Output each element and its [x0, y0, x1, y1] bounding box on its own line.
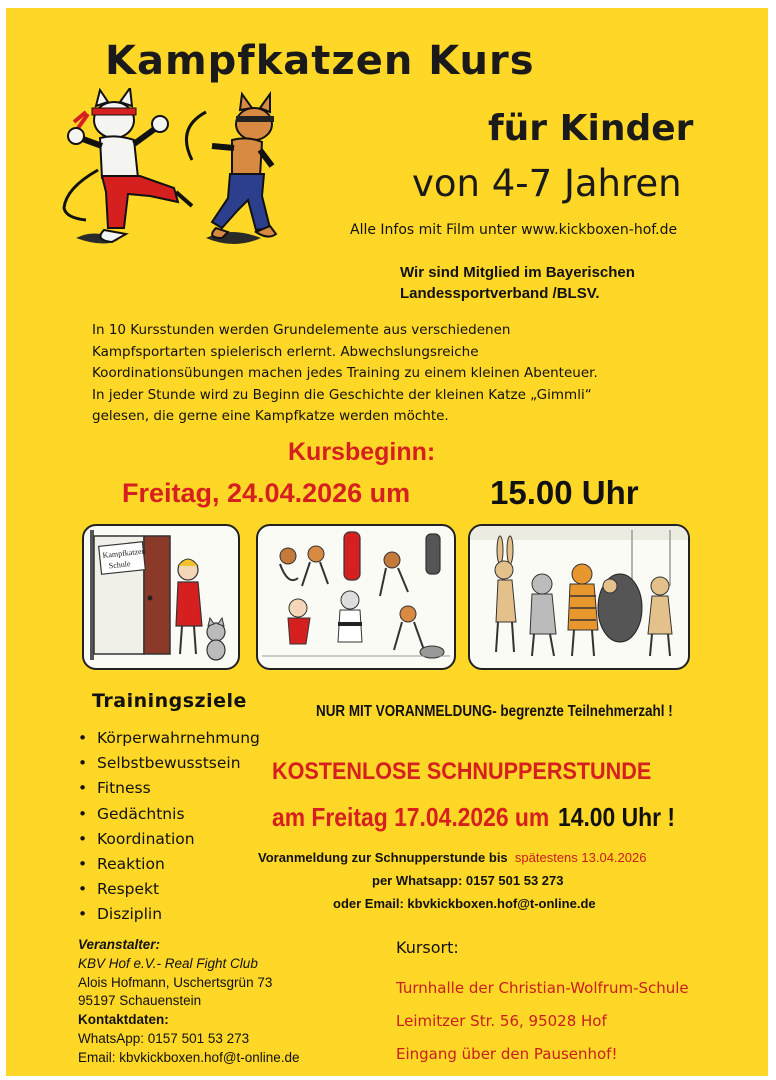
description-line: gelesen, die gerne eine Kampfkatze werden möchte. — [92, 408, 449, 424]
location-info — [396, 972, 689, 1071]
info-website: Alle Infos mit Film unter www.kickboxen-hof.de — [350, 222, 678, 238]
course-description — [92, 320, 712, 428]
subtitle-audience: für Kinder — [488, 108, 694, 149]
trial-time: 14.00 Uhr ! — [558, 802, 675, 832]
organizer-label: Veranstalter: — [78, 937, 161, 952]
course-start-date: Freitag, 24.04.2026 um — [122, 478, 411, 508]
training-goals-title: Trainingsziele — [92, 690, 247, 712]
list-item: • Fitness — [78, 779, 151, 798]
organizer-address-2: 95197 Schauenstein — [78, 993, 202, 1009]
location-line-3: Eingang über den Pausenhof! — [396, 1045, 618, 1063]
illustration-animal-group — [468, 524, 690, 670]
trial-whatsapp: per Whatsapp: 0157 501 53 273 — [372, 873, 564, 888]
sign-text-2: Schule — [108, 559, 131, 571]
course-start-label: Kursbeginn: — [288, 438, 436, 466]
trial-headline: KOSTENLOSE SCHNUPPERSTUNDE — [272, 758, 652, 785]
organizer-info — [78, 936, 300, 1068]
contact-label: Kontaktdaten: — [78, 1012, 169, 1028]
location-label: Kursort: — [396, 938, 459, 957]
list-item: • Gedächtnis — [78, 804, 185, 823]
illustration-gym-scene — [256, 524, 456, 670]
course-start-time: 15.00 Uhr — [490, 474, 639, 511]
white-cat-figure — [64, 88, 192, 242]
deadline-date: spätestens 13.04.2026 — [514, 850, 647, 865]
page-title: Kampfkatzen Kurs — [105, 38, 535, 84]
registration-notice: NUR MIT VORANMELDUNG- begrenzte Teilnehmerzahl ! — [316, 703, 673, 720]
illustration-school-door — [82, 524, 240, 670]
description-line: Kampfsportarten spielerisch erlernt. Abwechslungsreiche — [92, 343, 479, 360]
description-line: In 10 Kursstunden werden Grundelemente aus verschiedenen — [92, 322, 511, 338]
membership-line-1: Wir sind Mitglied im Bayerischen — [400, 264, 635, 281]
organizer-club: KBV Hof e.V.- Real Fight Club — [78, 955, 258, 971]
list-item: • Selbstbewusstsein — [78, 754, 241, 773]
fighting-cats-illustration — [56, 88, 278, 254]
description-line: Koordinationsübungen machen jedes Training zu einem kleinen Abenteuer. — [92, 365, 598, 381]
contact-email: Email: kbvkickboxen.hof@t-online.de — [78, 1049, 300, 1065]
trial-registration-deadline: Voranmeldung zur Schnupperstunde bis spätestens 13.04.2026 — [258, 850, 647, 865]
membership-notice — [400, 262, 635, 304]
location-line-2: Leimitzer Str. 56, 95028 Hof — [396, 1012, 607, 1030]
trial-date: am Freitag 17.04.2026 um — [272, 802, 550, 832]
location-line-1: Turnhalle der Christian-Wolfrum-Schule — [396, 979, 689, 997]
description-line: In jeder Stunde wird zu Beginn die Geschichte der kleinen Katze „Gimmli“ — [92, 386, 592, 403]
orange-cat-figure — [186, 94, 276, 238]
contact-whatsapp: WhatsApp: 0157 501 53 273 — [78, 1030, 250, 1046]
trial-email: oder Email: kbvkickboxen.hof@t-online.de — [333, 896, 596, 911]
subtitle-age-range: von 4-7 Jahren — [412, 162, 682, 205]
list-item: • Disziplin — [78, 905, 163, 924]
training-goals-list — [78, 726, 260, 928]
sign-text-1: Kampfkatzen — [102, 546, 146, 560]
list-item: • Koordination — [78, 829, 195, 848]
list-item: • Körperwahrnehmung — [78, 729, 260, 747]
organizer-address-1: Alois Hofmann, Uschertsgrün 73 — [78, 974, 273, 990]
membership-line-2: Landessportverband /BLSV. — [400, 285, 600, 302]
list-item: • Respekt — [78, 880, 160, 899]
list-item: • Reaktion — [78, 855, 165, 874]
